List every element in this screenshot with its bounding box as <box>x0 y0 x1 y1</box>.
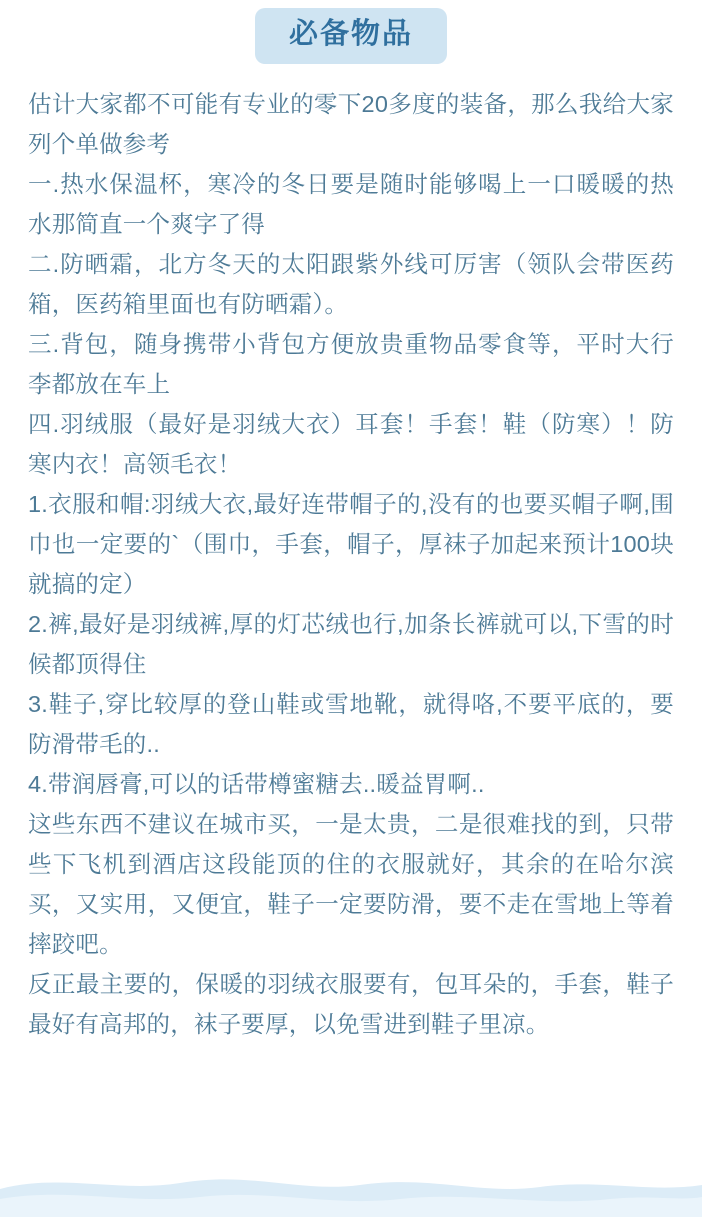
page-title: 必备物品 <box>255 8 447 64</box>
paragraph: 二.防晒霜，北方冬天的太阳跟紫外线可厉害（领队会带医药箱，医药箱里面也有防晒霜）。 <box>28 250 674 317</box>
paragraph: 1.衣服和帽:羽绒大衣,最好连带帽子的,没有的也要买帽子啊,围巾也一定要的`（围巾，手套，帽子，厚袜子加起来预计100块就搞的定） <box>28 490 674 597</box>
paragraph: 这些东西不建议在城市买，一是太贵，二是很难找的到，只带些下飞机到酒店这段能顶的住的衣服就好，其余的在哈尔滨买，又实用，又便宜，鞋子一定要防滑，要不走在雪地上等着摔跤吧。 <box>28 810 674 957</box>
paragraph: 反正最主要的，保暖的羽绒衣服要有，包耳朵的，手套，鞋子最好有高邦的，袜子要厚，以免雪进到鞋子里凉。 <box>28 970 674 1037</box>
page-header <box>0 0 702 74</box>
article-body <box>0 74 702 1044</box>
paragraph: 3.鞋子,穿比较厚的登山鞋或雪地靴，就得咯,不要平底的，要防滑带毛的.. <box>28 690 674 757</box>
paragraph: 2.裤,最好是羽绒裤,厚的灯芯绒也行,加条长裤就可以,下雪的时候都顶得住 <box>28 610 674 677</box>
snow-decoration <box>0 1159 702 1217</box>
paragraph: 一.热水保温杯，寒冷的冬日要是随时能够喝上一口暖暖的热水那简直一个爽字了得 <box>28 170 674 237</box>
paragraph: 四.羽绒服（最好是羽绒大衣）耳套！手套！鞋（防寒）！防寒内衣！高领毛衣！ <box>28 410 674 477</box>
paragraph: 估计大家都不可能有专业的零下20多度的装备，那么我给大家列个单做参考 <box>28 90 674 157</box>
paragraph: 4.带润唇膏,可以的话带樽蜜糖去..暖益胃啊.. <box>28 770 485 797</box>
paragraph: 三.背包，随身携带小背包方便放贵重物品零食等，平时大行李都放在车上 <box>28 330 674 397</box>
